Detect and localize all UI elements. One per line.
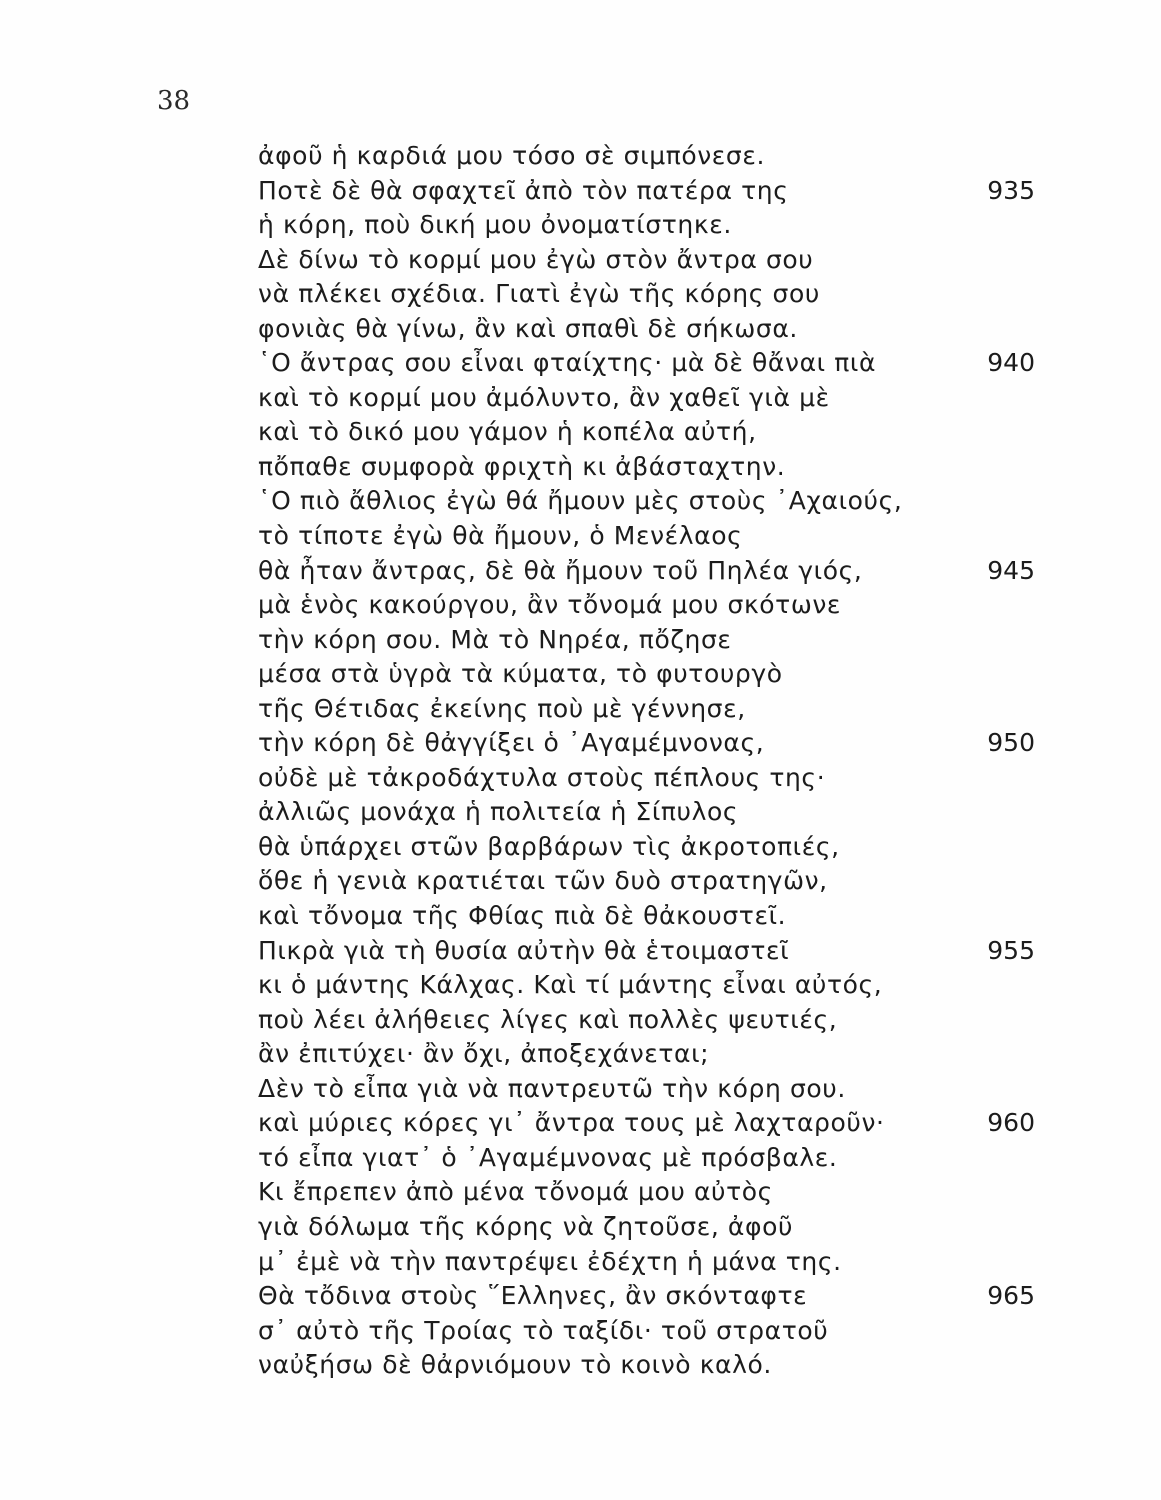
line-number: 945 bbox=[987, 555, 1035, 585]
verse-text: Ποτὲ δὲ θὰ σφαχτεῖ ἀπὸ τὸν πατέρα της bbox=[258, 175, 789, 205]
verse-line bbox=[0, 1141, 1161, 1176]
verse-line bbox=[0, 934, 1161, 969]
verse-text: καὶ τὄνομα τῆς Φθίας πιὰ δὲ θἀκουστεῖ. bbox=[258, 901, 787, 931]
verse-line bbox=[0, 243, 1161, 278]
verse-line bbox=[0, 1106, 1161, 1141]
verse-line bbox=[0, 1348, 1161, 1383]
verse-line bbox=[0, 692, 1161, 727]
verse-text: ἂν ἐπιτύχει· ἂν ὄχι, ἀποξεχάνεται; bbox=[258, 1039, 710, 1069]
page-number: 38 bbox=[157, 86, 191, 116]
verse-line bbox=[0, 1037, 1161, 1072]
verse-text: ἡ κόρη, ποὺ δική μου ὀνοματίστηκε. bbox=[258, 210, 732, 240]
verse-line bbox=[0, 1003, 1161, 1038]
verse-line bbox=[0, 1072, 1161, 1107]
verse-text: ἀλλιῶς μονάχα ἡ πολιτεία ἡ Σίπυλος bbox=[258, 797, 739, 827]
verse-text: κι ὁ μάντης Κάλχας. Καὶ τί μάντης εἶναι αὐτός, bbox=[258, 970, 883, 1000]
verse-text: Δὲ δίνω τὸ κορμί μου ἐγὼ στὸν ἄντρα σου bbox=[258, 244, 814, 274]
verse-line bbox=[0, 795, 1161, 830]
verse-text: Κι ἔπρεπεν ἀπὸ μένα τὄνομά μου αὐτὸς bbox=[258, 1177, 773, 1207]
verse-text: τὴν κόρη σου. Μὰ τὸ Νηρέα, πὄζησε bbox=[258, 624, 732, 654]
verse-text: Πικρὰ γιὰ τὴ θυσία αὐτὴν θὰ ἑτοιμαστεῖ bbox=[258, 935, 790, 965]
verse-text: καὶ τὸ δικό μου γάμον ἡ κοπέλα αὐτή, bbox=[258, 417, 757, 447]
verse-text: θὰ ἦταν ἄντρας, δὲ θὰ ἤμουν τοῦ Πηλέα γιός, bbox=[258, 555, 863, 585]
verse-line bbox=[0, 1210, 1161, 1245]
verse-text: καὶ τὸ κορμί μου ἀμόλυντο, ἂν χαθεῖ γιὰ μὲ bbox=[258, 382, 830, 412]
verse-text: ῾Ο πιὸ ἄθλιος ἐγὼ θά ἤμουν μὲς στοὺς ᾿Αχαιούς, bbox=[258, 486, 903, 516]
verse-text: καὶ μύριες κόρες γι᾿ ἄντρα τους μὲ λαχταροῦν· bbox=[258, 1108, 885, 1138]
poem-text bbox=[0, 139, 1161, 1383]
verse-line bbox=[0, 277, 1161, 312]
verse-text: θὰ ὑπάρχει στῶν βαρβάρων τὶς ἀκροτοπιές, bbox=[258, 831, 840, 861]
verse-text: τῆς Θέτιδας ἐκείνης ποὺ μὲ γέννησε, bbox=[258, 693, 746, 723]
verse-text: τό εἶπα γιατ᾿ ὁ ᾿Αγαμέμνονας μὲ πρόσβαλε. bbox=[258, 1142, 838, 1172]
verse-text: τὸ τίποτε ἐγὼ θὰ ἤμουν, ὁ Μενέλαος bbox=[258, 521, 743, 551]
line-number: 965 bbox=[987, 1281, 1035, 1311]
verse-line bbox=[0, 381, 1161, 416]
line-number: 960 bbox=[987, 1108, 1035, 1138]
line-number: 940 bbox=[987, 348, 1035, 378]
verse-line bbox=[0, 830, 1161, 865]
verse-line bbox=[0, 864, 1161, 899]
verse-line bbox=[0, 761, 1161, 796]
verse-text: σ᾿ αὐτὸ τῆς Τροίας τὸ ταξίδι· τοῦ στρατοῦ bbox=[258, 1315, 829, 1345]
verse-line bbox=[0, 312, 1161, 347]
verse-line bbox=[0, 1245, 1161, 1280]
verse-line bbox=[0, 519, 1161, 554]
verse-text: πὄπαθε συμφορὰ φριχτὴ κι ἀβάσταχτην. bbox=[258, 451, 786, 481]
verse-text: μέσα στὰ ὑγρὰ τὰ κύματα, τὸ φυτουργὸ bbox=[258, 659, 783, 689]
verse-line bbox=[0, 450, 1161, 485]
line-number: 955 bbox=[987, 935, 1035, 965]
verse-line bbox=[0, 657, 1161, 692]
verse-line bbox=[0, 415, 1161, 450]
line-number: 935 bbox=[987, 175, 1035, 205]
verse-line bbox=[0, 554, 1161, 589]
verse-line bbox=[0, 174, 1161, 209]
verse-text: μὰ ἑνὸς κακούργου, ἂν τὄνομά μου σκότωνε bbox=[258, 590, 842, 620]
verse-line bbox=[0, 1279, 1161, 1314]
verse-text: ἀφοῦ ἡ καρδιά μου τόσο σὲ σιμπόνεσε. bbox=[258, 141, 766, 170]
verse-line bbox=[0, 484, 1161, 519]
verse-line bbox=[0, 1314, 1161, 1349]
verse-line bbox=[0, 899, 1161, 934]
verse-line bbox=[0, 968, 1161, 1003]
verse-line bbox=[0, 139, 1161, 174]
verse-line bbox=[0, 623, 1161, 658]
line-number: 950 bbox=[987, 728, 1035, 758]
verse-text: ῾Ο ἄντρας σου εἶναι φταίχτης· μὰ δὲ θἄναι πιὰ bbox=[258, 348, 877, 378]
verse-text: οὐδὲ μὲ τἀκροδάχτυλα στοὺς πέπλους της· bbox=[258, 762, 826, 792]
verse-text: φονιὰς θὰ γίνω, ἂν καὶ σπαθὶ δὲ σήκωσα. bbox=[258, 313, 798, 343]
verse-line bbox=[0, 208, 1161, 243]
verse-text: γιὰ δόλωμα τῆς κόρης νὰ ζητοῦσε, ἀφοῦ bbox=[258, 1211, 794, 1241]
verse-text: ὅθε ἡ γενιὰ κρατιέται τῶν δυὸ στρατηγῶν, bbox=[258, 866, 828, 896]
verse-line bbox=[0, 1175, 1161, 1210]
verse-line bbox=[0, 588, 1161, 623]
verse-text: Δὲν τὸ εἶπα γιὰ νὰ παντρευτῶ τὴν κόρη σου. bbox=[258, 1073, 846, 1103]
verse-text: νὰ πλέκει σχέδια. Γιατὶ ἐγὼ τῆς κόρης σου bbox=[258, 279, 820, 309]
verse-line bbox=[0, 346, 1161, 381]
verse-text: ποὺ λέει ἀλήθειες λίγες καὶ πολλὲς ψευτιές, bbox=[258, 1004, 838, 1034]
verse-line bbox=[0, 726, 1161, 761]
verse-text: μ᾿ ἐμὲ νὰ τὴν παντρέψει ἐδέχτη ἡ μάνα της. bbox=[258, 1246, 842, 1276]
verse-text: Θὰ τὄδινα στοὺς ῞Ελληνες, ἂν σκόνταφτε bbox=[258, 1281, 808, 1311]
verse-text: τὴν κόρη δὲ θἀγγίξει ὁ ᾿Αγαμέμνονας, bbox=[258, 728, 765, 758]
verse-text: ναὐξήσω δὲ θἀρνιόμουν τὸ κοινὸ καλό. bbox=[258, 1350, 772, 1380]
